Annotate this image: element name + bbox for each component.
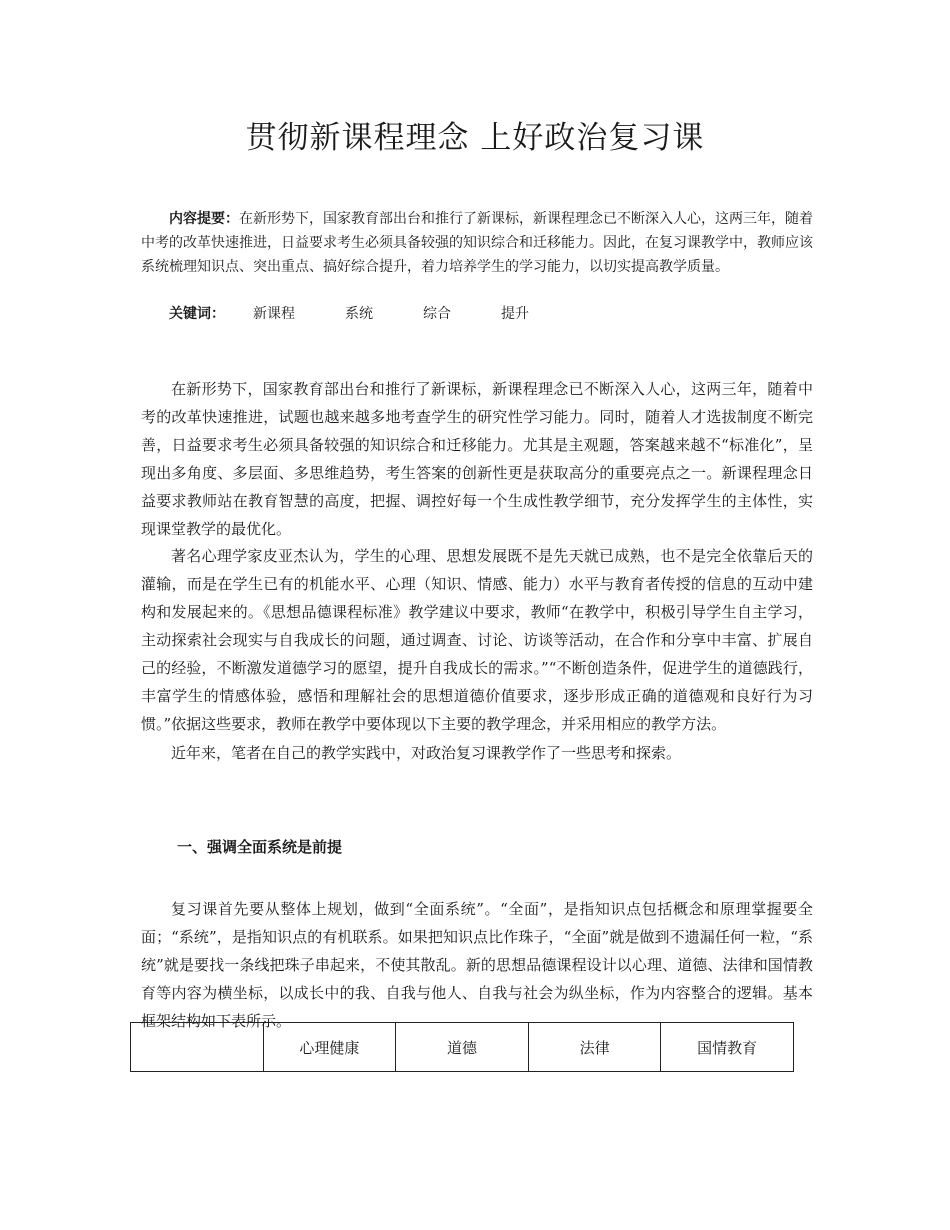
abstract [141, 207, 813, 279]
section-heading: 一、强调全面系统是前提 [177, 838, 343, 856]
table-cell: 道德 [396, 1023, 529, 1072]
table-header-row [131, 1023, 794, 1072]
keywords-label: 关键词： [169, 306, 225, 322]
body-paragraph: 在新形势下，国家教育部出台和推行了新课标，新课程理念已不断深入人心，这两三年，随着中考的改革快速推进，试题也越来越多地考查学生的研究性学习能力。同时，随着人才选拔制度不断完善，日益要求考生必须具备较强的知识综合和迁移能力。尤其是主观题，答案越来越不“标准化”，呈现出多角度、多层面、多思维趋势，考生答案的创新性更是获取高分的重要亮点之一。新课程理念日益要求教师站在教育智慧的高度，把握、调控好每一个生成性教学细节，充分发挥学生的主体性，实现课堂教学的最优化。 [141, 380, 813, 538]
keyword-item: 提升 [501, 306, 529, 322]
section-paragraph: 复习课首先要从整体上规划，做到“全面系统”。“全面”，是指知识点包括概念和原理掌握要全面；“系统”，是指知识点的有机联系。如果把知识点比作珠子，“全面”就是做到不遗漏任何一粒，“系统”就是要找一条线把珠子串起来，不使其散乱。新的思想品德课程设计以心理、道德、法律和国情教育等内容为横坐标，以成长中的我、自我与他人、自我与社会为纵坐标，作为内容整合的逻辑。基本框架结构如下表所示。 [141, 900, 813, 1030]
abstract-label: 内容提要： [169, 211, 239, 227]
body-paragraph: 近年来，笔者在自己的教学实践中，对政治复习课教学作了一些思考和探索。 [171, 744, 682, 762]
document-title: 贯彻新课程理念 上好政治复习课 [245, 120, 705, 156]
keyword-item: 系统 [345, 306, 373, 322]
keyword-item: 新课程 [253, 306, 295, 322]
keyword-item: 综合 [423, 306, 451, 322]
keywords [141, 303, 813, 325]
framework-table [130, 1022, 794, 1072]
table-cell: 国情教育 [661, 1023, 794, 1072]
body-paragraph: 著名心理学家皮亚杰认为，学生的心理、思想发展既不是先天就已成熟，也不是完全依靠后天的灌输，而是在学生已有的机能水平、心理（知识、情感、能力）水平与教育者传授的信息的互动中建构和发展起来的。《思想品德课程标准》教学建议中要求，教师“在教学中，积极引导学生自主学习，主动探索社会现实与自我成长的问题，通过调查、讨论、访谈等活动，在合作和分享中丰富、扩展自己的经验，不断激发道德学习的愿望，提升自我成长的需求。”“不断创造条件，促进学生的道德践行，丰富学生的情感体验，感悟和理解社会的思想道德价值要求，逐步形成正确的道德观和良好行为习惯。”依据这些要求，教师在教学中要体现以下主要的教学理念，并采用相应的教学方法。 [141, 547, 813, 733]
table-cell: 法律 [528, 1023, 661, 1072]
table-cell [131, 1023, 264, 1072]
table-cell: 心理健康 [263, 1023, 396, 1072]
abstract-text: 在新形势下，国家教育部出台和推行了新课标，新课程理念已不断深入人心，这两三年，随着中考的改革快速推进，日益要求考生必须具备较强的知识综合和迁移能力。因此，在复习课教学中，教师应该系统梳理知识点、突出重点、搞好综合提升，着力培养学生的学习能力，以切实提高教学质量。 [141, 211, 813, 275]
